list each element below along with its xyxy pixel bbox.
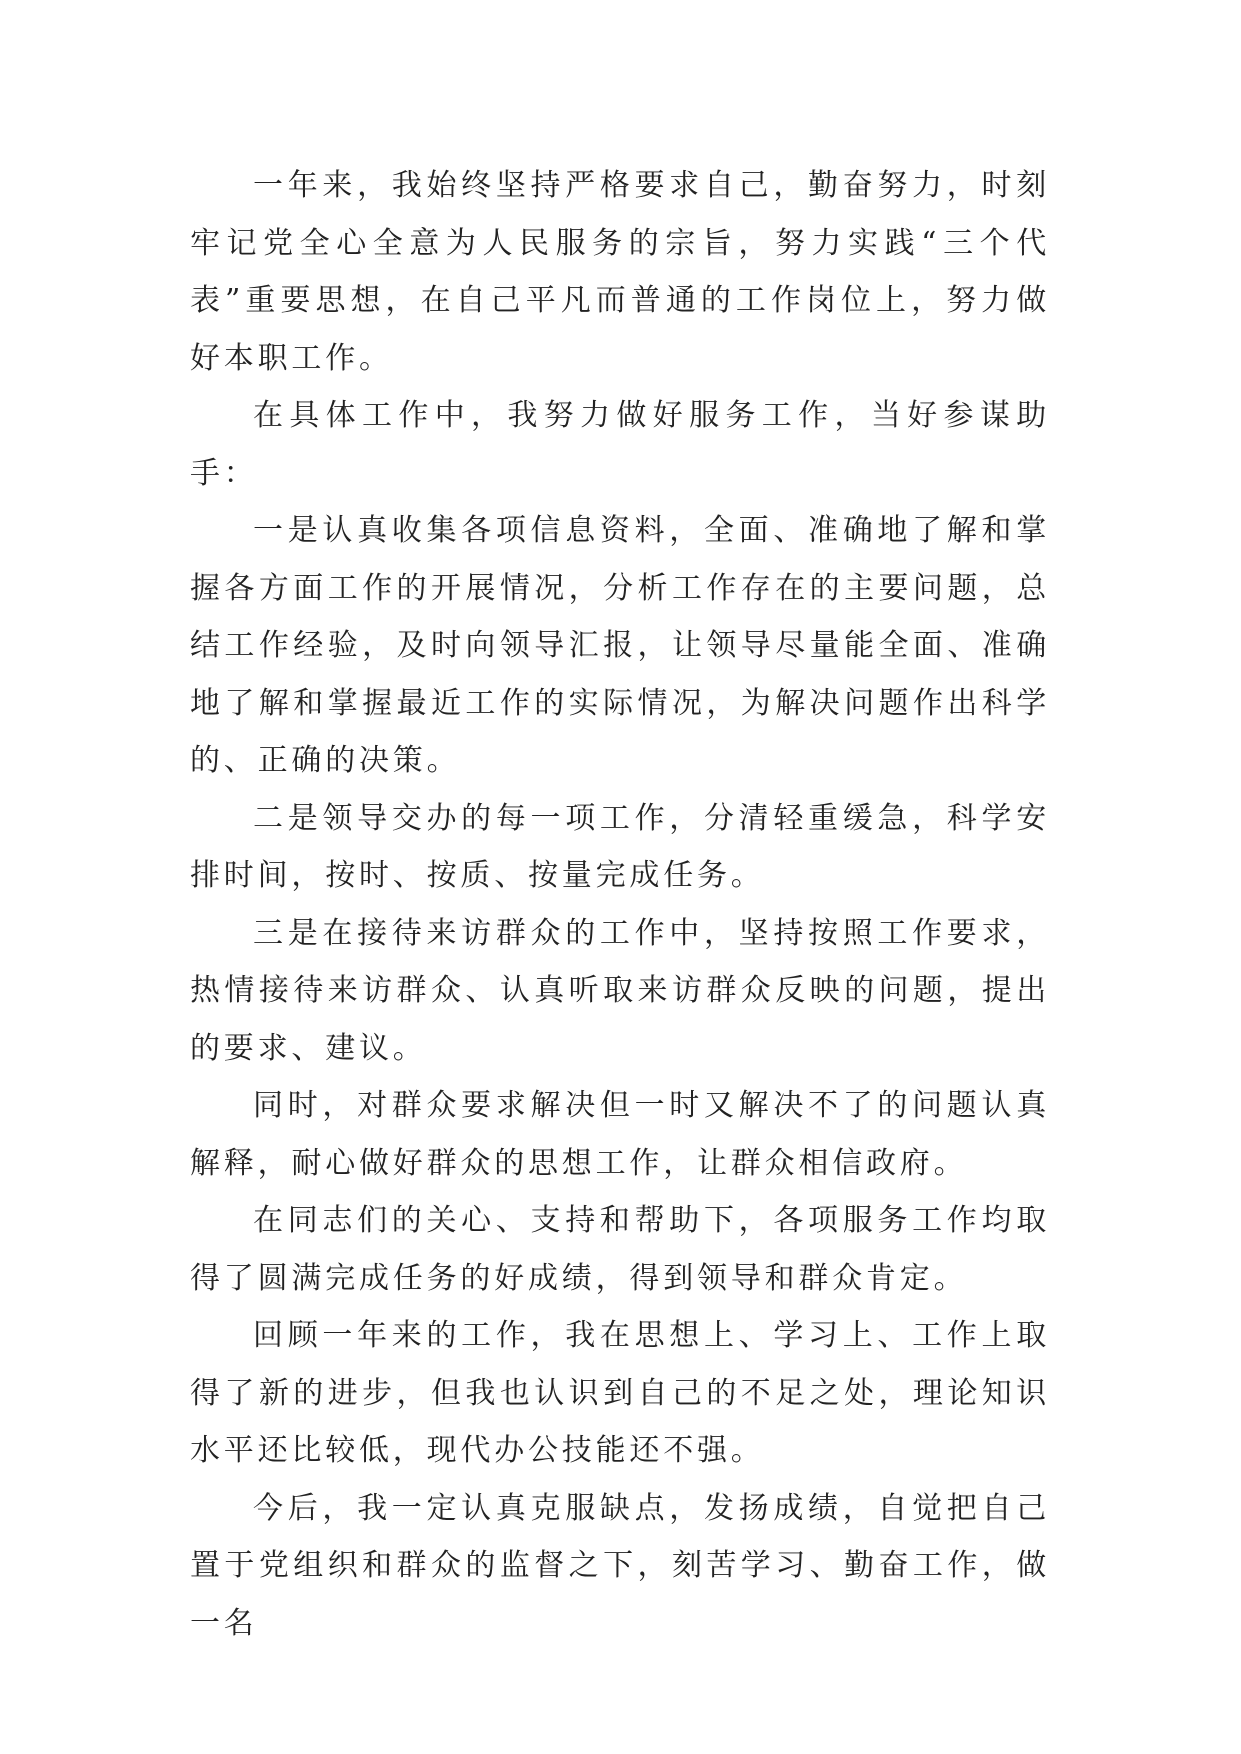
- paragraph-point-three: 三是在接待来访群众的工作中，坚持按照工作要求，热情接待来访群众、认真听取来访群众反映的问题，提出的要求、建议。: [190, 915, 1050, 1066]
- document-body: [190, 157, 1050, 1652]
- paragraph-review: 回顾一年来的工作，我在思想上、学习上、工作上取得了新的进步，但我也认识到自己的不足之处，理论知识水平还比较低，现代办公技能还不强。: [190, 1318, 1050, 1468]
- paragraph-point-one: 一是认真收集各项信息资料，全面、准确地了解和掌握各方面工作的开展情况，分析工作存在的主要问题，总结工作经验，及时向领导汇报，让领导尽量能全面、准确地了解和掌握最近工作的实际情况，为解决问题作出科学的、正确的决策。: [190, 513, 1050, 778]
- paragraph-future: 今后，我一定认真克服缺点，发扬成绩，自觉把自己置于党组织和群众的监督之下，刻苦学习、勤奋工作，做一名: [190, 1490, 1050, 1641]
- paragraph-explanation: 同时，对群众要求解决但一时又解决不了的问题认真解释，耐心做好群众的思想工作，让群众相信政府。: [190, 1088, 1050, 1181]
- paragraph-point-two: 二是领导交办的每一项工作，分清轻重缓急，科学安排时间，按时、按质、按量完成任务。: [190, 800, 1050, 893]
- paragraph-service-intro: 在具体工作中，我努力做好服务工作，当好参谋助手：: [190, 398, 1050, 491]
- paragraph-achievement: 在同志们的关心、支持和帮助下，各项服务工作均取得了圆满完成任务的好成绩，得到领导和群众肯定。: [190, 1203, 1050, 1296]
- paragraph-commitment: 一年来，我始终坚持严格要求自己，勤奋努力，时刻牢记党全心全意为人民服务的宗旨，努力实践“三个代表”重要思想，在自己平凡而普通的工作岗位上，努力做好本职工作。: [190, 168, 1050, 376]
